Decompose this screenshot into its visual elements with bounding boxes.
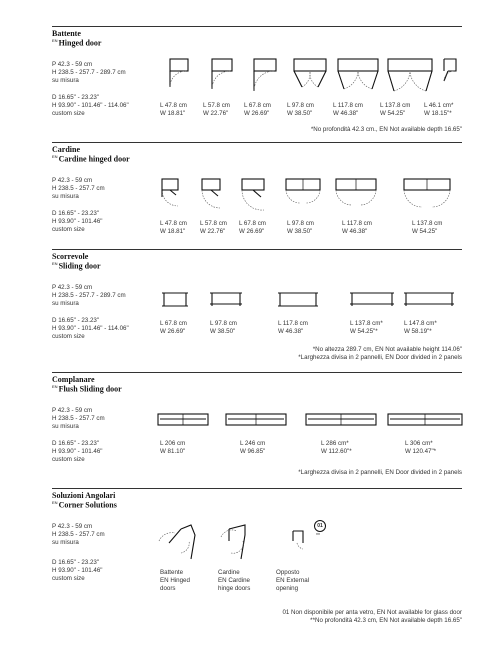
scorrevole-diagrams [160,290,460,314]
dim-label: L 47.8 cm W 18.81" [160,102,187,117]
door-diagram [226,414,286,425]
section-title: Complanare [52,375,95,384]
door-diagram [286,179,320,203]
dim-label: L 286 cm* W 112.60"* [321,440,352,455]
spec-metric: P 42.3 - 59 cm H 238.5 - 257.7 cm su misura [52,523,105,546]
door-diagram [221,525,245,559]
door-diagram [336,179,376,205]
section-cardine [52,143,462,243]
dim-label: L 67.8 cm W 26.69" [160,320,187,335]
section-note: *Larghezza divisa in 2 pannelli, EN Door divided in 2 panels [298,469,462,476]
section-battente [52,27,462,137]
dim-label: L 137.8 cm* W 54.25"* [350,320,383,335]
spec-metric: P 42.3 - 59 cm H 238.5 - 257.7 - 289.7 cm su misura [52,284,126,307]
spec-imperial: D 16.65" - 23.23" H 93.90" - 101.46" - 114.06" custom size [52,94,129,117]
spec-imperial: D 16.65" - 23.23" H 93.90" - 101.46" - 114.06" custom size [52,317,129,340]
door-diagram [278,293,318,306]
dim-label: L 117.8 cm W 46.38" [342,220,372,235]
dim-label: L 117.8 cm W 46.38" [333,102,363,117]
dim-label: L 246 cm W 96.85" [240,440,266,455]
section-angolari [52,489,462,609]
spec-metric: P 42.3 - 59 cm H 238.5 - 257.7 cm su misura [52,177,105,200]
dim-label: L 117.8 cm W 46.38" [278,320,308,335]
dim-label: L 57.8 cm W 22.76" [203,102,230,117]
door-diagram [254,59,276,91]
section-subtitle-en: $^{EN}$Corner Solutions [52,500,117,510]
door-diagram [404,179,450,207]
door-diagram [159,525,195,559]
section-title: Battente [52,29,81,38]
dim-label: L 137.8 cm W 54.25" [412,220,443,235]
section-subtitle-en: $^{EN}$Sliding door [52,261,101,271]
corner-label-cardine: Cardine EN Cardine hinge doors [218,569,251,592]
door-diagram [170,59,188,87]
corner-diagrams [157,523,337,563]
door-diagram [306,414,376,425]
spec-imperial: D 16.65" - 23.23" H 93.90" - 101.46" custom size [52,559,103,582]
corner-label-battente: Battente EN Hinged doors [160,569,190,592]
section-subtitle-en: $^{EN}$Cardine hinged door [52,154,130,164]
dim-label: L 57.8 cm W 22.76" [200,220,227,235]
door-diagram [388,59,432,91]
section-title: Scorrevole [52,252,89,261]
spec-imperial: D 16.65" - 23.23" H 93.90" - 101.46" custom size [52,440,103,463]
section-complanare [52,373,462,483]
dim-label: L 306 cm* W 120.47"* [405,440,437,455]
section-title: Cardine [52,145,80,154]
dim-label: L 97.8 cm W 38.50" [287,102,314,117]
dim-label: L 67.8 cm W 26.69" [239,220,266,235]
door-diagram [444,59,456,81]
section-scorrevole [52,250,462,368]
door-diagram [293,531,303,549]
door-diagram [210,293,242,306]
section-note: *No altezza 289.7 cm, EN Not available height 114.06" [312,346,462,353]
door-diagram [242,179,264,210]
note-badge: 01 [314,520,326,532]
section-note: *No profondità 42.3 cm., EN Not available depth 16.65" [310,126,462,133]
dim-label: L 137.8 cm W 54.25" [380,102,411,117]
spec-metric: P 42.3 - 59 cm H 238.5 - 257.7 - 289.7 cm su misura [52,61,126,84]
door-diagram [388,414,462,425]
door-diagram [162,179,178,206]
dim-label: L 206 cm W 81.10" [160,440,186,455]
dim-label: L 97.8 cm W 38.50" [210,320,237,335]
badge-mark: ** [316,533,320,539]
dim-label: L 67.8 cm W 26.69" [244,102,271,117]
spec-imperial: D 16.65" - 23.23" H 93.90" - 101.46" custom size [52,210,103,233]
battente-diagrams [152,57,462,107]
footnote: **No profondità 42.3 cm, EN Not available depth 16.65" [310,617,462,624]
door-diagram [294,59,326,87]
dim-label: L 147.8 cm* W 58.19"* [404,320,437,335]
dim-label: L 47.8 cm W 18.81" [160,220,187,235]
section-title: Soluzioni Angolari [52,491,116,500]
section-subtitle-en: $^{EN}$Flush Sliding door [52,384,122,394]
door-diagram [404,293,454,306]
section-note: *Larghezza divisa in 2 pannelli, EN Door divided in 2 panels [298,354,462,361]
door-diagram [158,414,208,425]
door-diagram [350,293,394,306]
section-subtitle-en: $^{EN}$Hinged door [52,38,102,48]
footnote: 01 Non disponibile per anta vetro, EN Not available for glass door [282,609,462,616]
dim-label: L 46.1 cm* W 18.15"* [424,102,454,117]
door-diagram [162,293,188,306]
corner-label-opposto: Opposto EN External opening [276,569,310,592]
cardine-diagrams [160,177,460,217]
door-diagram [202,179,220,208]
spec-metric: P 42.3 - 59 cm H 238.5 - 257.7 cm su misura [52,407,105,430]
door-diagram [338,59,378,89]
complanare-diagrams [156,411,466,431]
door-diagram [212,59,232,89]
dim-label: L 97.8 cm W 38.50" [287,220,314,235]
